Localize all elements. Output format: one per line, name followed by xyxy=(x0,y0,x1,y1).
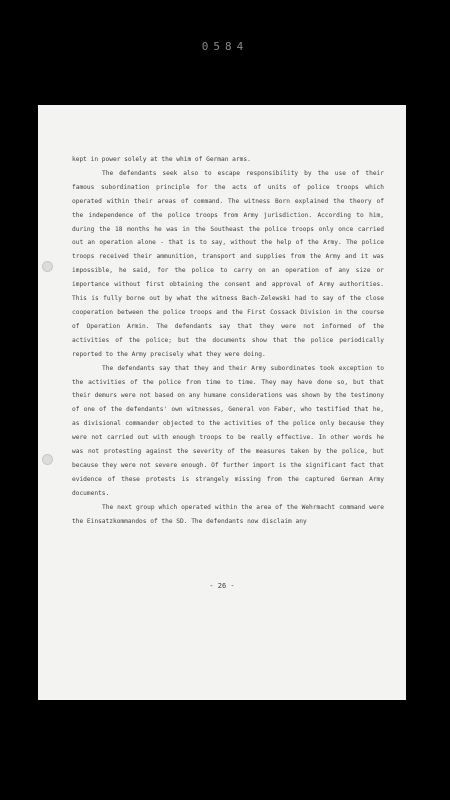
document-body xyxy=(72,153,384,528)
paragraph-1: kept in power solely at the whim of German arms. xyxy=(72,156,251,163)
frame-number: 0584 xyxy=(201,40,249,53)
paragraph-3: The defendants say that they and their Army subordinates took exception to the activities of the police from time to time. They may have done so, but that their demurs were not based on any humane considerations was shown by the testimony of one of the defendants' own witnesses, General von Faber, who testified that he, as divisional commander objected to the activities of the police only because they were not carried out with enough troops to be really effective. In other words he was not protesting against the severity of the measures taken by the police, but because they were not severe enough. Of further import is the significant fact that evidence of these protests is strangely missing from the captured German Army documents. xyxy=(72,364,384,497)
punch-hole-bottom xyxy=(42,454,53,465)
paragraph-2: The defendants seek also to escape responsibility by the use of their famous subordination principle for the acts of units of police troops which operated within their areas of command. The witness Born explained the theory of the independence of the police troops from Army jurisdiction. According to him, during the 18 months he was in the Southeast the police troops only once carried out an operation alone - that is to say, without the help of the Army. The police troops received their ammunition, transport and supplies from the Army and it was impossible, he said, for the police to carry on an operation of any size or importance without first obtaining the consent and approval of Army authorities. This is fully borne out by what the witness Bach-Zelewski had to say of the close cooperation between the police troops and the First Cossack Division in the course of Operation Armin. The defendants say that they were not informed of the activities of the police; but the documents show that the police periodically reported to the Army precisely what they were doing. xyxy=(72,169,384,358)
page-number: - 26 - xyxy=(209,582,235,590)
paragraph-4: The next group which operated within the area of the Wehrmacht command were the Einsatzkommandos of the SD. The defendants now disclaim any xyxy=(72,503,384,525)
punch-hole-top xyxy=(42,261,53,272)
document-page xyxy=(38,105,406,700)
